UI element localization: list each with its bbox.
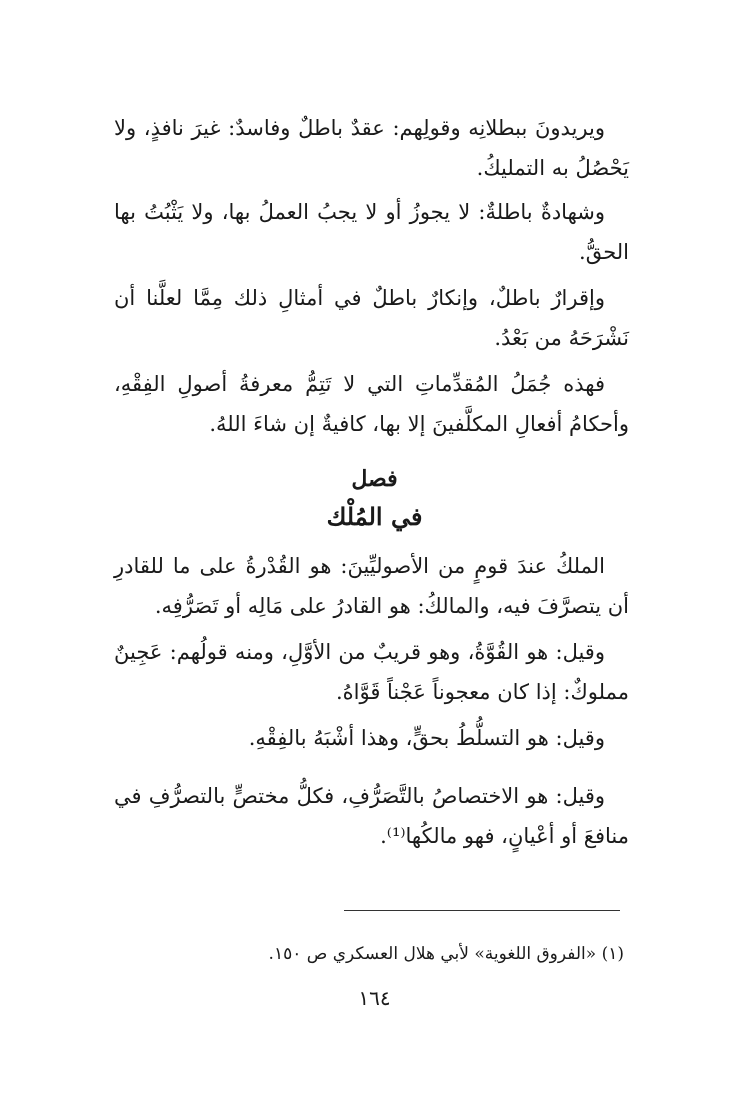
footnote: (١) «الفروق اللغوية» لأبي هلال العسكري ص ١٥٠.: [268, 944, 624, 964]
page-number: ١٦٤: [358, 986, 391, 1010]
section-heading: فصل: [351, 466, 398, 492]
section-subheading: في المُلْك: [326, 502, 423, 531]
paragraph-ownership-power: وقيل: هو القُوَّةُ، وهو قريبٌ من الأوَّلِ، ومنه قولُهم: عَجِينٌ مملوكٌ: إذا كان معجوناً عَجْناً قَوَّاهُ.: [114, 640, 629, 704]
paragraph-ownership-exclusivity: وقيل: هو الاختصاصُ بالتَّصَرُّفِ، فكلُّ مختصٍّ بالتصرُّفِ في منافعَ أو أعْيانٍ، فهو مالكُها⁽¹⁾.: [114, 784, 629, 848]
paragraph-invalid-testimony: وشهادةٌ باطلةٌ: لا يجوزُ أو لا يجبُ العملُ بها، ولا يَثْبُتُ بها الحقُّ.: [114, 200, 629, 264]
paragraph-introductions-summary: فهذه جُمَلُ المُقدِّماتِ التي لا تَتِمُّ معرفةُ أصولِ الفِقْهِ، وأحكامُ أفعالِ المكلَّفينَ إلا بها، كافيةٌ إن شاءَ اللهُ.: [114, 372, 629, 436]
footnote-separator: [344, 910, 620, 911]
paragraph-ownership-definition: الملكُ عندَ قومٍ من الأصوليِّينَ: هو القُدْرةُ على ما للقادرِ أن يتصرَّفَ فيه، والمالكُ: هو القادرُ على مَالِه أو تَصَرُّفِه.: [114, 554, 629, 618]
paragraph-ownership-authority: وقيل: هو التسلُّطُ بحقٍّ، وهذا أشْبَهُ بالفِقْهِ.: [248, 726, 605, 750]
paragraph-invalid-confession: وإقرارٌ باطلٌ، وإنكارٌ باطلٌ في أمثالِ ذلك مِمَّا لعلَّنا أن نَشْرَحَهُ من بَعْدُ.: [114, 286, 629, 350]
paragraph-invalid-contract: ويريدونَ ببطلانِه وقولِهم: عقدٌ باطلٌ وفاسدٌ: غيرَ نافذٍ، ولا يَحْصُلُ به التمليكُ.: [114, 116, 629, 180]
